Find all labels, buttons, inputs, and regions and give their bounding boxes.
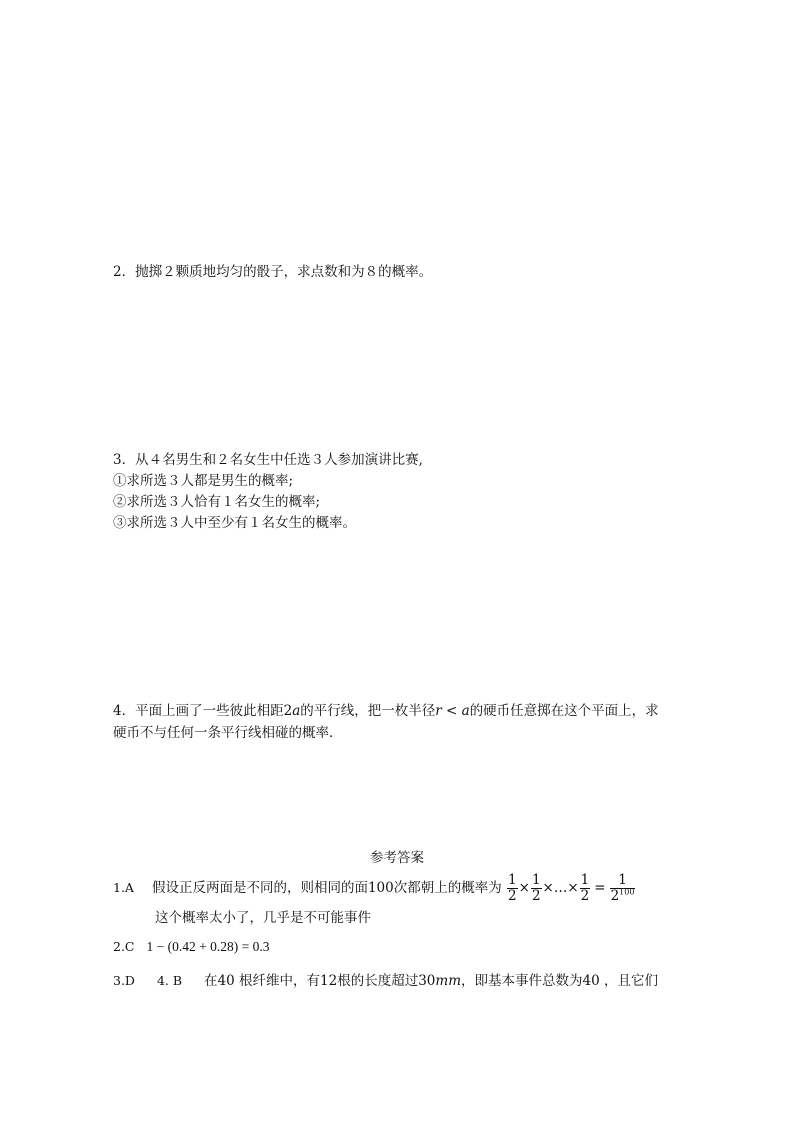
answer-4-length: 30	[418, 973, 436, 989]
answer-4-label: 4. B	[156, 973, 183, 988]
answer-1-note: 这个概率太小了，几乎是不可能事件	[155, 910, 371, 926]
question-4-line-2: 硬币不与任何一条平行线相碰的概率．	[113, 725, 343, 741]
fraction-half-2: $\frac{1}{2}$	[531, 872, 541, 904]
answer-4-text-1: 在40 根纤维中，有12根的长度超过	[204, 973, 419, 989]
question-4-line-1	[113, 702, 659, 720]
answer-4-unit: mm	[435, 973, 461, 989]
ellipsis: …	[553, 880, 568, 896]
answer-2	[113, 938, 269, 956]
question-4-mid: 的平行线，把一枚半径	[300, 703, 436, 719]
times-3: ×	[567, 880, 579, 896]
fraction-half-3: $\frac{1}{2}$	[580, 872, 590, 904]
question-3-part-1: ①求所选３人都是男生的概率;	[113, 473, 294, 489]
answer-2-expr: 1 − (0.42 + 0.28) = 0.3	[146, 939, 270, 954]
times-2: ×	[542, 880, 554, 896]
answers-heading: 参考答案	[370, 850, 424, 866]
question-4-var-a: a	[292, 703, 301, 719]
answer-1	[113, 873, 636, 904]
answer-1-text: 假设正反两面是不同的，则相同的面100次都朝上的概率为	[151, 880, 502, 896]
fraction-result: $\frac{1}{2^{100}}$	[610, 872, 635, 904]
question-4-lt: <	[441, 703, 462, 719]
times-1: ×	[518, 880, 530, 896]
question-2: 2．抛掷２颗质地均匀的骰子，求点数和为８的概率。	[113, 264, 433, 280]
question-4-var-r: r	[435, 703, 442, 719]
question-4-post: 的硬币任意掷在这个平面上，求	[469, 703, 659, 719]
question-3-part-2: ②求所选３人恰有１名女生的概率;	[113, 494, 321, 510]
question-4-pre: 4．平面上画了一些彼此相距	[113, 703, 284, 719]
answer-2-label: 2.C	[113, 939, 135, 954]
answer-3-4	[113, 972, 658, 990]
question-4-var-a2: a	[461, 703, 470, 719]
answer-4-text-2: ，即基本事件总数为40 ，且它们	[461, 973, 658, 989]
fraction-half-1: $\frac{1}{2}$	[508, 872, 517, 904]
question-3-stem: 3．从４名男生和２名女生中任选３人参加演讲比赛,	[113, 452, 423, 468]
answer-1-label: 1.A	[113, 880, 134, 895]
question-3-part-3: ③求所选３人中至少有１名女生的概率。	[113, 515, 356, 531]
equals: =	[594, 880, 606, 896]
question-4-coef: 2	[283, 703, 293, 719]
answer-3-label: 3.D	[113, 973, 135, 988]
